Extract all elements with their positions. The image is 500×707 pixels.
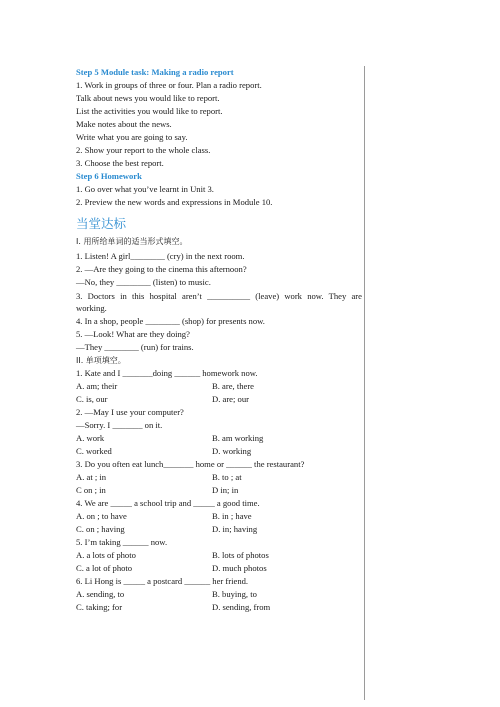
step5-line-7: 3. Choose the best report. [76,158,164,168]
part1-q5b: —They ________ (run) for trains. [76,342,194,352]
step6-line-2: 2. Preview the new words and expressions in Module 10. [76,197,273,207]
part2-heading: II. 单项填空。 [76,356,126,365]
part2-q5: 5. I’m taking ______ now. [76,537,168,547]
part2-q6-option-c: C. taking; for [76,602,123,612]
part2-q3-option-c: C on ; in [76,485,106,495]
part2-q6-option-a: A. sending, to [76,589,125,599]
step5-title: Step 5 Module task: Making a radio report [76,67,234,77]
part2-q1-option-d: D. are; our [212,394,249,404]
part1-q4: 4. In a shop, people ________ (shop) for presents now. [76,316,265,326]
part2-q2-option-d: D. working [212,446,252,456]
step5-line-6: 2. Show your report to the whole class. [76,145,211,155]
part2-q1: 1. Kate and I _______doing ______ homework now. [76,368,258,378]
part2-q4-option-b: B. in ; have [212,511,252,521]
part2-q4: 4. We are _____ a school trip and _____ a good time. [76,498,260,508]
part2-q2b: —Sorry. I _______ on it. [76,420,163,430]
part2-q4-option-c: C. on ; having [76,524,125,534]
part2-q6-option-d: D. sending, from [212,602,271,612]
step5-line-3: List the activities you would like to report. [76,106,223,116]
part2-q2-option-c: C. worked [76,446,112,456]
part2-q3-option-b: B. to ; at [212,472,242,482]
part1-q1: 1. Listen! A girl________ (cry) in the next room. [76,251,245,261]
part1-heading: Ⅰ. 用所给单词的适当形式填空。 [76,237,188,246]
margin-rule [364,66,365,700]
part2-q5-option-a: A. a lots of photo [76,550,136,560]
part2-q6-option-b: B. buying, to [212,589,257,599]
part2-q5-option-c: C. a lot of photo [76,563,133,573]
step6-line-1: 1. Go over what you’ve learnt in Unit 3. [76,184,214,194]
step5-line-5: Write what you are going to say. [76,132,188,142]
part1-q3b: working. [76,303,107,313]
part1-q2a: 2. —Are they going to the cinema this afternoon? [76,264,247,274]
step5-line-4: Make notes about the news. [76,119,172,129]
part2-q2a: 2. —May I use your computer? [76,407,184,417]
part2-q2-option-b: B. am working [212,433,264,443]
part1-q2b: —No, they ________ (listen) to music. [76,277,211,287]
part1-q3a: 3. Doctors in this hospital aren’t __________ (leave) work now. They are [76,291,362,301]
part2-q1-option-a: A. am; their [76,381,118,391]
part2-q4-option-a: A. on ; to have [76,511,127,521]
part2-q3-option-a: A. at ; in [76,472,107,482]
part2-q5-option-b: B. lots of photos [212,550,269,560]
section-title: 当堂达标 [76,216,127,231]
part2-q1-option-b: B. are, there [212,381,254,391]
step5-line-2: Talk about news you would like to report. [76,93,220,103]
part2-q3: 3. Do you often eat lunch_______ home or ______ the restaurant? [76,459,305,469]
step5-line-1: 1. Work in groups of three or four. Plan a radio report. [76,80,262,90]
part2-q2-option-a: A. work [76,433,105,443]
part2-q1-option-c: C. is, our [76,394,108,404]
part1-q5a: 5. —Look! What are they doing? [76,329,190,339]
part2-q3-option-d: D in; in [212,485,239,495]
part2-q4-option-d: D. in; having [212,524,258,534]
step6-title: Step 6 Homework [76,171,142,181]
part2-q6: 6. Li Hong is _____ a postcard ______ her friend. [76,576,249,586]
part2-q5-option-d: D. much photos [212,563,267,573]
